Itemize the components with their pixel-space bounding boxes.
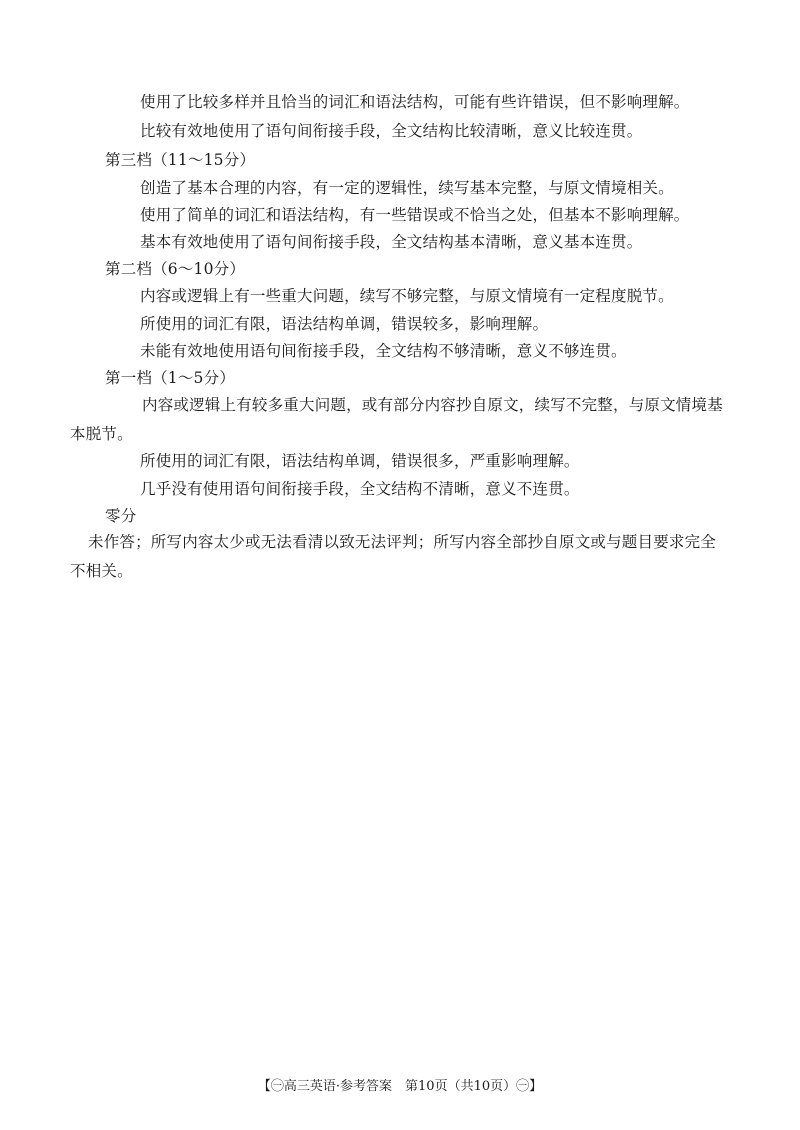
page-footer: 【㊀高三英语·参考答案 第10页（共10页）㊀】 bbox=[257, 1079, 543, 1094]
text-paragraph: 内容或逻辑上有较多重大问题，或有部分内容抄自原文，续写不完整，与原文情境基本脱节。 bbox=[70, 396, 723, 443]
text-line: 内容或逻辑上有一些重大问题，续写不够完整，与原文情境有一定程度脱节。 bbox=[140, 287, 674, 305]
text-line: 所使用的词汇有限，语法结构单调，错误较多，影响理解。 bbox=[140, 315, 549, 333]
level-heading: 第三档（11～15分） bbox=[105, 151, 256, 169]
text-line: 基本有效地使用了语句间衔接手段，全文结构基本清晰，意义基本连贯。 bbox=[140, 233, 643, 251]
text-line: 几乎没有使用语句间衔接手段，全文结构不清晰，意义不连贯。 bbox=[140, 480, 580, 498]
text-line: 使用了比较多样并且恰当的词汇和语法结构，可能有些许错误，但不影响理解。 bbox=[140, 93, 690, 111]
level-heading: 第二档（6～10分） bbox=[105, 260, 246, 278]
text-line: 使用了简单的词汇和语法结构，有一些错误或不恰当之处，但基本不影响理解。 bbox=[140, 206, 690, 224]
text-line: 比较有效地使用了语句间衔接手段，全文结构比较清晰，意义比较连贯。 bbox=[140, 122, 643, 140]
text-line: 未能有效地使用语句间衔接手段，全文结构不够清晰，意义不够连贯。 bbox=[140, 342, 627, 360]
text-line: 所使用的词汇有限，语法结构单调，错误很多，严重影响理解。 bbox=[140, 452, 580, 470]
level-heading: 第一档（1～5分） bbox=[105, 369, 236, 387]
text-paragraph: 未作答；所写内容太少或无法看清以致无法评判；所写内容全部抄自原文或与题目要求完全不相关。 bbox=[70, 533, 717, 580]
level-heading: 零分 bbox=[105, 507, 137, 525]
text-line: 创造了基本合理的内容，有一定的逻辑性，续写基本完整，与原文情境相关。 bbox=[140, 179, 674, 197]
